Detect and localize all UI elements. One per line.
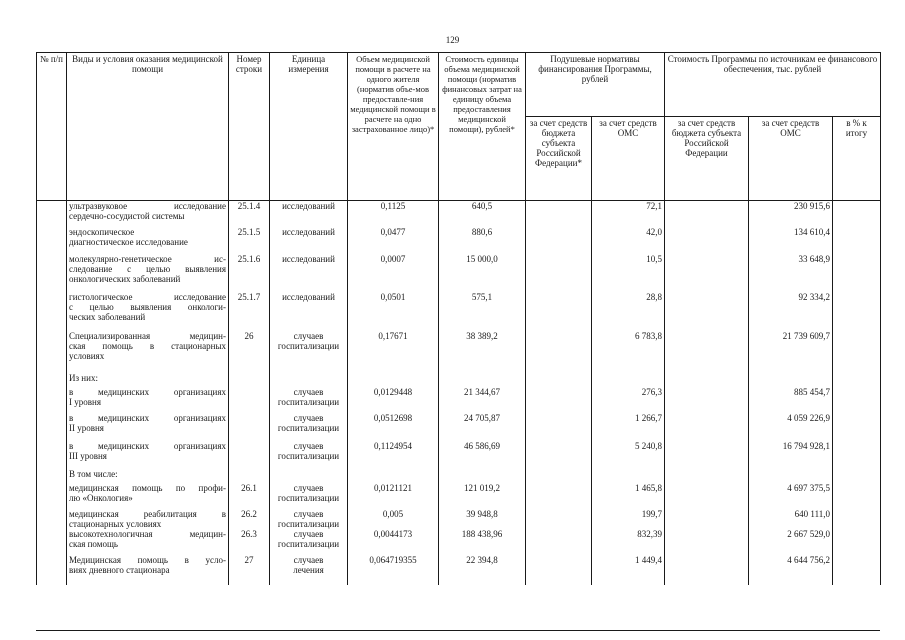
cell-per-capita-oms: 72,1	[592, 201, 665, 227]
row-unit-line: исследований	[282, 253, 335, 264]
cell-program-oms: 4 644 756,2	[749, 555, 833, 585]
cell-unit	[270, 509, 348, 529]
cell-cost	[439, 373, 526, 387]
cell-volume: 0,0121121	[348, 483, 439, 509]
table-body	[37, 201, 881, 585]
cell-unit	[270, 555, 348, 585]
row-name-line: в медицинских организациях	[69, 440, 226, 451]
table-row	[37, 227, 881, 254]
cell-row-number: 27	[229, 555, 270, 585]
cell-unit	[270, 292, 348, 331]
header-no: № п/п	[37, 53, 67, 201]
cell-program-oms: 92 334,2	[749, 292, 833, 331]
table-row	[37, 441, 881, 469]
cell-program-budget	[665, 292, 749, 331]
row-name-line: Специализированная медицин-	[69, 330, 226, 341]
cell-cost: 21 344,67	[439, 387, 526, 413]
cell-volume	[348, 373, 439, 387]
row-unit-line: исследований	[282, 201, 335, 211]
cell-no	[37, 227, 67, 254]
cell-per-capita-budget	[526, 555, 592, 585]
cell-per-capita-budget	[526, 227, 592, 254]
table-row	[37, 254, 881, 292]
cell-program-pct	[833, 331, 881, 373]
table-row	[37, 373, 881, 387]
cell-cost: 640,5	[439, 201, 526, 227]
cell-program-oms: 640 111,0	[749, 509, 833, 529]
row-name-line: лю «Онкология»	[69, 492, 133, 503]
row-name-line: ская помощь в стационарных	[69, 340, 226, 351]
header-types: Виды и условия оказания медицинской помощи	[67, 53, 229, 201]
table-row	[37, 413, 881, 441]
cell-per-capita-budget	[526, 254, 592, 292]
cell-unit	[270, 469, 348, 483]
cell-program-budget	[665, 441, 749, 469]
table-row	[37, 292, 881, 331]
cell-cost: 39 948,8	[439, 509, 526, 529]
row-unit-line: госпитализации	[277, 492, 340, 503]
cell-name	[67, 413, 229, 441]
cell-program-pct	[833, 387, 881, 413]
cell-unit	[270, 254, 348, 292]
cell-row-number: 25.1.4	[229, 201, 270, 227]
row-name-line: медицинская реабилитация в	[69, 508, 226, 519]
row-name-line: сердечно-сосудистой системы	[69, 211, 185, 221]
cell-program-pct	[833, 254, 881, 292]
cell-program-pct	[833, 469, 881, 483]
header-per-capita: Подушевые нормативы финансирования Программы, рублей	[526, 53, 665, 117]
cell-per-capita-budget	[526, 413, 592, 441]
row-name-line: Из них:	[69, 372, 98, 383]
row-name-line: III уровня	[69, 450, 107, 461]
cell-program-budget	[665, 555, 749, 585]
cell-program-oms	[749, 373, 833, 387]
cell-volume: 0,17671	[348, 331, 439, 373]
row-unit-line: госпитализации	[277, 538, 340, 549]
cell-per-capita-oms: 832,39	[592, 529, 665, 555]
cell-program-budget	[665, 201, 749, 227]
table-row	[37, 529, 881, 555]
header-program-cost: Стоимость Программы по источникам ее финансового обеспечения, тыс. рублей	[665, 53, 881, 117]
cell-program-oms: 16 794 928,1	[749, 441, 833, 469]
row-unit-line: случаев	[293, 554, 324, 565]
cell-program-budget	[665, 469, 749, 483]
cell-per-capita-oms: 1 266,7	[592, 413, 665, 441]
row-name-line: высокотехнологичная медицин-	[69, 528, 226, 539]
row-unit-line: госпитализации	[277, 518, 340, 529]
page-number: 129	[445, 35, 460, 45]
cell-row-number: 26.2	[229, 509, 270, 529]
cell-per-capita-budget	[526, 201, 592, 227]
cell-row-number	[229, 387, 270, 413]
cell-per-capita-oms: 1 449,4	[592, 555, 665, 585]
row-unit-line: госпитализации	[277, 422, 340, 433]
cell-volume: 0,1125	[348, 201, 439, 227]
row-unit-line: госпитализации	[277, 450, 340, 461]
cell-program-oms: 885 454,7	[749, 387, 833, 413]
row-name-line: диагностическое исследование	[69, 236, 188, 247]
header-program-pct: в % к итогу	[833, 117, 881, 201]
row-unit-line: случаев	[293, 386, 324, 397]
cell-per-capita-oms: 1 465,8	[592, 483, 665, 509]
cell-unit	[270, 201, 348, 227]
cell-volume	[348, 469, 439, 483]
cell-no	[37, 529, 67, 555]
cell-row-number: 25.1.7	[229, 292, 270, 331]
table-row	[37, 483, 881, 509]
cell-no	[37, 413, 67, 441]
cell-program-budget	[665, 254, 749, 292]
row-unit-line: случаев	[293, 330, 324, 341]
cell-row-number: 25.1.6	[229, 254, 270, 292]
table-row	[37, 555, 881, 585]
cell-cost: 121 019,2	[439, 483, 526, 509]
row-unit-line: лечения	[293, 564, 324, 575]
cell-name	[67, 529, 229, 555]
table-row	[37, 201, 881, 227]
cell-per-capita-budget	[526, 483, 592, 509]
row-unit-line: случаев	[293, 482, 324, 493]
cell-volume: 0,064719355	[348, 555, 439, 585]
cell-name	[67, 509, 229, 529]
cell-program-pct	[833, 529, 881, 555]
row-name-line: условиях	[69, 350, 105, 361]
row-unit-line: исследований	[282, 226, 335, 237]
cell-volume: 0,0044173	[348, 529, 439, 555]
row-unit-line: случаев	[293, 528, 324, 539]
cell-program-pct	[833, 483, 881, 509]
cell-unit	[270, 529, 348, 555]
cell-program-budget	[665, 483, 749, 509]
cell-no	[37, 387, 67, 413]
cell-cost: 24 705,87	[439, 413, 526, 441]
cell-volume: 0,0007	[348, 254, 439, 292]
cell-per-capita-oms: 28,8	[592, 292, 665, 331]
cell-row-number	[229, 373, 270, 387]
cell-program-pct	[833, 227, 881, 254]
cell-name	[67, 292, 229, 331]
cell-name	[67, 441, 229, 469]
table-row	[37, 387, 881, 413]
cell-per-capita-oms: 42,0	[592, 227, 665, 254]
cell-no	[37, 292, 67, 331]
cell-unit	[270, 413, 348, 441]
cell-program-budget	[665, 331, 749, 373]
row-unit-line: случаев	[293, 412, 324, 423]
cell-program-oms: 4 697 375,5	[749, 483, 833, 509]
row-name-line: ультразвуковое исследование	[69, 201, 226, 211]
cell-row-number	[229, 441, 270, 469]
cell-unit	[270, 331, 348, 373]
cell-row-number	[229, 469, 270, 483]
row-unit-line: госпитализации	[277, 340, 340, 351]
cell-per-capita-budget	[526, 441, 592, 469]
cell-program-budget	[665, 509, 749, 529]
cell-volume: 0,1124954	[348, 441, 439, 469]
cell-name	[67, 387, 229, 413]
cell-program-pct	[833, 441, 881, 469]
cell-per-capita-oms: 6 783,8	[592, 331, 665, 373]
table-row	[37, 509, 881, 529]
cell-per-capita-budget	[526, 387, 592, 413]
cell-name	[67, 201, 229, 227]
cell-row-number: 26	[229, 331, 270, 373]
cell-program-pct	[833, 201, 881, 227]
cell-no	[37, 373, 67, 387]
cell-per-capita-oms	[592, 373, 665, 387]
cell-no	[37, 254, 67, 292]
cell-row-number: 25.1.5	[229, 227, 270, 254]
cell-per-capita-oms: 276,3	[592, 387, 665, 413]
cell-per-capita-oms: 10,5	[592, 254, 665, 292]
row-name-line: II уровня	[69, 422, 104, 433]
cell-no	[37, 509, 67, 529]
row-name-line: виях дневного стационара	[69, 564, 170, 575]
row-name-line: медицинская помощь по профи-	[69, 482, 226, 493]
cell-program-pct	[833, 373, 881, 387]
cell-program-oms: 134 610,4	[749, 227, 833, 254]
cell-per-capita-oms: 199,7	[592, 509, 665, 529]
cell-program-oms: 2 667 529,0	[749, 529, 833, 555]
cell-cost: 38 389,2	[439, 331, 526, 373]
cell-no	[37, 331, 67, 373]
cell-per-capita-budget	[526, 509, 592, 529]
cell-name	[67, 254, 229, 292]
bottom-rule	[36, 630, 880, 631]
header-cost: Стоимость единицы объема медицинской помощи (норматив финансовых затрат на единицу объема предоставления медицинской помощи), рублей*	[439, 53, 526, 201]
cell-no	[37, 483, 67, 509]
row-name-line: I уровня	[69, 396, 101, 407]
cell-program-pct	[833, 413, 881, 441]
cell-per-capita-oms	[592, 469, 665, 483]
cell-name	[67, 227, 229, 254]
cell-program-budget	[665, 373, 749, 387]
cell-no	[37, 201, 67, 227]
cell-program-oms	[749, 469, 833, 483]
cell-no	[37, 555, 67, 585]
cell-program-budget	[665, 227, 749, 254]
row-unit-line: случаев	[293, 508, 324, 519]
header-program-oms: за счет средств ОМС	[749, 117, 833, 201]
cell-volume: 0,0477	[348, 227, 439, 254]
cell-name	[67, 555, 229, 585]
cell-cost: 188 438,96	[439, 529, 526, 555]
cell-unit	[270, 387, 348, 413]
header-per-capita-budget: за счет средств бюджета субъекта Российской Федерации*	[526, 117, 592, 201]
row-unit-line: исследований	[282, 291, 335, 302]
row-name-line: ская помощь	[69, 538, 118, 549]
row-name-line: следование с целью выявления	[69, 263, 226, 274]
cell-program-pct	[833, 292, 881, 331]
header-unit: Единица измерения	[270, 53, 348, 201]
cell-row-number	[229, 413, 270, 441]
cell-row-number: 26.3	[229, 529, 270, 555]
cell-cost: 15 000,0	[439, 254, 526, 292]
program-table	[36, 52, 881, 585]
cell-program-oms: 33 648,9	[749, 254, 833, 292]
row-name-line: эндоскопическое	[69, 226, 135, 237]
cell-unit	[270, 227, 348, 254]
header-row-no: Номер строки	[229, 53, 270, 201]
header-program-budget: за счет средств бюджета субъекта Российской Федерации	[665, 117, 749, 201]
cell-per-capita-budget	[526, 331, 592, 373]
cell-program-oms: 21 739 609,7	[749, 331, 833, 373]
cell-program-oms: 4 059 226,9	[749, 413, 833, 441]
row-name-line: гистологическое исследование	[69, 291, 226, 302]
row-name-line: с целью выявления онкологи-	[69, 301, 226, 312]
row-name-line: в медицинских организациях	[69, 412, 226, 423]
row-name-line: Медицинская помощь в усло-	[69, 554, 226, 565]
row-unit-line: случаев	[293, 440, 324, 451]
cell-per-capita-oms: 5 240,8	[592, 441, 665, 469]
table-row	[37, 469, 881, 483]
cell-cost: 575,1	[439, 292, 526, 331]
cell-per-capita-budget	[526, 529, 592, 555]
cell-program-budget	[665, 387, 749, 413]
cell-per-capita-budget	[526, 469, 592, 483]
cell-cost	[439, 469, 526, 483]
cell-name	[67, 373, 229, 387]
cell-program-budget	[665, 413, 749, 441]
table-row	[37, 331, 881, 373]
cell-unit	[270, 441, 348, 469]
cell-program-budget	[665, 529, 749, 555]
row-unit-line: госпитализации	[277, 396, 340, 407]
row-name-line: стационарных условиях	[69, 518, 162, 529]
cell-cost: 22 394,8	[439, 555, 526, 585]
cell-program-oms: 230 915,6	[749, 201, 833, 227]
cell-volume: 0,0129448	[348, 387, 439, 413]
cell-per-capita-budget	[526, 292, 592, 331]
cell-name	[67, 483, 229, 509]
row-name-line: молекулярно-генетическое ис-	[69, 253, 226, 264]
row-name-line: онкологических заболеваний	[69, 273, 181, 284]
cell-no	[37, 469, 67, 483]
cell-name	[67, 331, 229, 373]
row-name-line: В том числе:	[69, 468, 118, 479]
cell-volume: 0,0512698	[348, 413, 439, 441]
cell-row-number: 26.1	[229, 483, 270, 509]
header-volume: Объем медицинской помощи в расчете на одного жителя (норматив объе-мов предоставле-ния медицинской помощи в расчете на одно застрахованное лицо)*	[348, 53, 439, 201]
cell-cost: 46 586,69	[439, 441, 526, 469]
cell-cost: 880,6	[439, 227, 526, 254]
cell-per-capita-budget	[526, 373, 592, 387]
cell-unit	[270, 373, 348, 387]
cell-volume: 0,0501	[348, 292, 439, 331]
cell-unit	[270, 483, 348, 509]
cell-no	[37, 441, 67, 469]
cell-program-pct	[833, 555, 881, 585]
row-name-line: ческих заболеваний	[69, 311, 146, 322]
cell-volume: 0,005	[348, 509, 439, 529]
row-name-line: в медицинских организациях	[69, 386, 226, 397]
header-per-capita-oms: за счет средств ОМС	[592, 117, 665, 201]
cell-name	[67, 469, 229, 483]
cell-program-pct	[833, 509, 881, 529]
